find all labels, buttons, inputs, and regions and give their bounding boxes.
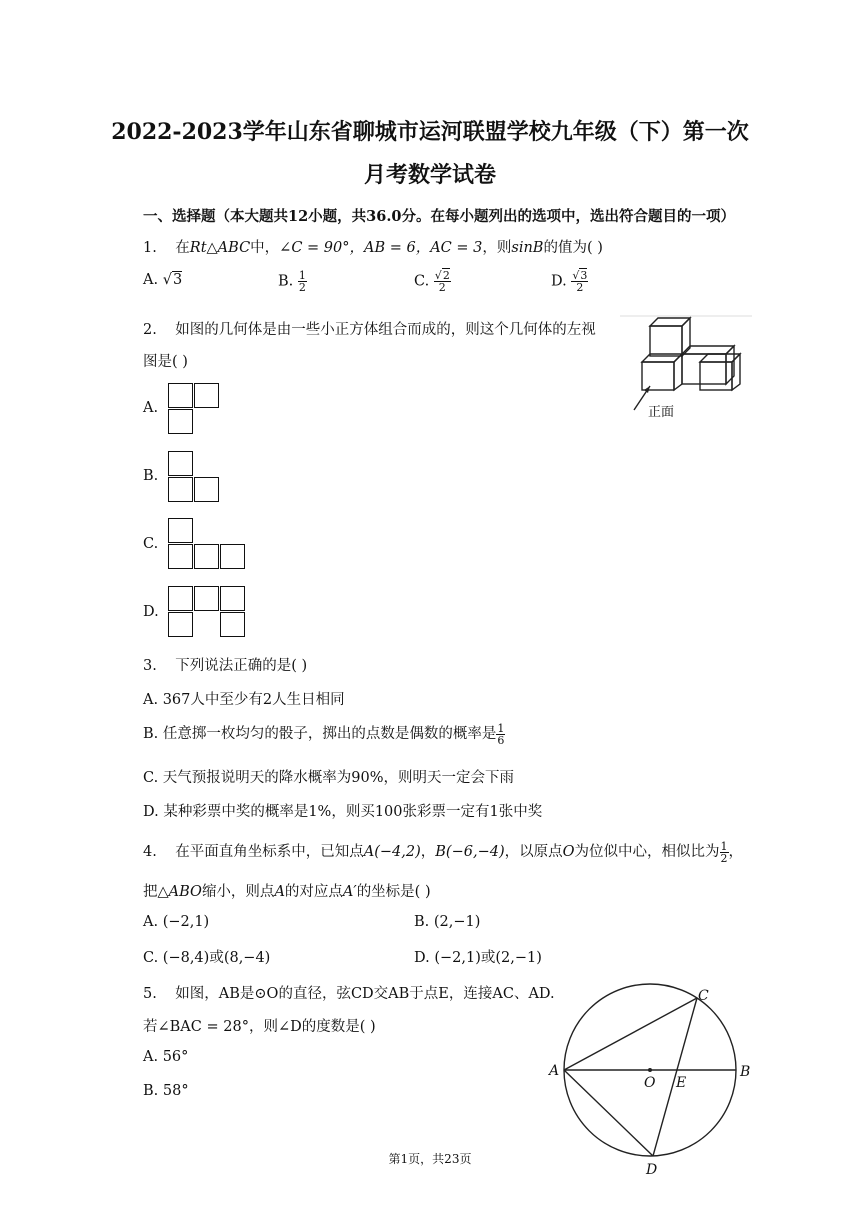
question-2-line1: 2. 如图的几何体是由一些小正方体组合而成的，则这个几何体的左视 xyxy=(143,322,596,338)
q2-option-b-label[interactable]: B. xyxy=(143,468,159,484)
q5-label-b: B xyxy=(740,1064,751,1080)
q4-option-c[interactable]: C. (−8,4)或(8,−4) xyxy=(143,950,271,966)
q5-label-e: E xyxy=(676,1075,687,1091)
question-4-line1: 4. 在平面直角坐标系中，已知点A(−4,2)，B(−6,−4)，以原点O为位似中心，相似比为 $\frac{1}{2}$ ， xyxy=(143,839,743,865)
document-title-line1: 2022-2023学年山东省聊城市运河联盟学校九年级（下）第一次 xyxy=(111,119,749,145)
q5-label-o: O xyxy=(644,1075,656,1091)
q2-option-a-label[interactable]: A. xyxy=(143,400,159,416)
q5-label-a: A xyxy=(549,1063,560,1079)
question-3: 3. 下列说法正确的是( ) xyxy=(143,658,308,674)
q4-option-d[interactable]: D. (−2,1)或(2,−1) xyxy=(414,950,542,966)
q5-circle-figure xyxy=(540,980,780,1176)
q3-option-b[interactable]: B. 任意掷一枚均匀的骰子，掷出的点数是偶数的概率是 $\frac{1}{6}$ xyxy=(143,721,505,747)
question-1: 1. 在Rt△ABC中，∠C = 90°，AB = 6，AC = 3，则sinB的值为( ) xyxy=(143,240,603,256)
q2-option-c-label[interactable]: C. xyxy=(143,536,159,552)
question-4-line2: 把△ABO缩小，则点A的对应点A′的坐标是( ) xyxy=(143,884,431,900)
q5-option-a[interactable]: A. 56° xyxy=(143,1049,189,1065)
q4-option-a[interactable]: A. (−2,1) xyxy=(143,914,210,930)
q3-option-a[interactable]: A. 367人中至少有2人生日相同 xyxy=(143,692,345,708)
q5-label-d: D xyxy=(646,1162,658,1176)
section-header: 一、选择题（本大题共12小题，共36.0分。在每小题列出的选项中，选出符合题目的一项） xyxy=(143,208,735,225)
question-2-line2: 图是( ) xyxy=(143,354,188,370)
q5-option-b[interactable]: B. 58° xyxy=(143,1083,189,1099)
q3-option-c[interactable]: C. 天气预报说明天的降水概率为90%，则明天一定会下雨 xyxy=(143,770,515,786)
q1-option-a[interactable]: A. √3 xyxy=(143,272,183,288)
q1-option-b[interactable]: B. $\frac{1}{2}$ xyxy=(278,269,306,294)
q1-number: 1. xyxy=(143,240,157,256)
q4-option-b[interactable]: B. (2,−1) xyxy=(414,914,481,930)
q3-option-d[interactable]: D. 某种彩票中奖的概率是1%，则买100张彩票一定有1张中奖 xyxy=(143,804,543,820)
q2-option-d-label[interactable]: D. xyxy=(143,604,159,620)
q1-option-d[interactable]: D. $\frac{√3}{2}$ xyxy=(551,269,588,294)
q2-front-label: 正面 xyxy=(648,405,675,420)
document-title-line2: 月考数学试卷 xyxy=(363,162,496,188)
q2-solid-figure xyxy=(620,314,752,424)
q1-option-c[interactable]: C. $\frac{√2}{2}$ xyxy=(414,269,450,294)
q5-label-c: C xyxy=(698,988,709,1004)
question-5-line1: 5. 如图，AB是⊙O的直径，弦CD交AB于点E，连接AC、AD. xyxy=(143,986,555,1002)
page-footer: 第1页，共23页 xyxy=(388,1152,472,1166)
question-5-line2: 若∠BAC = 28°，则∠D的度数是( ) xyxy=(143,1019,376,1035)
